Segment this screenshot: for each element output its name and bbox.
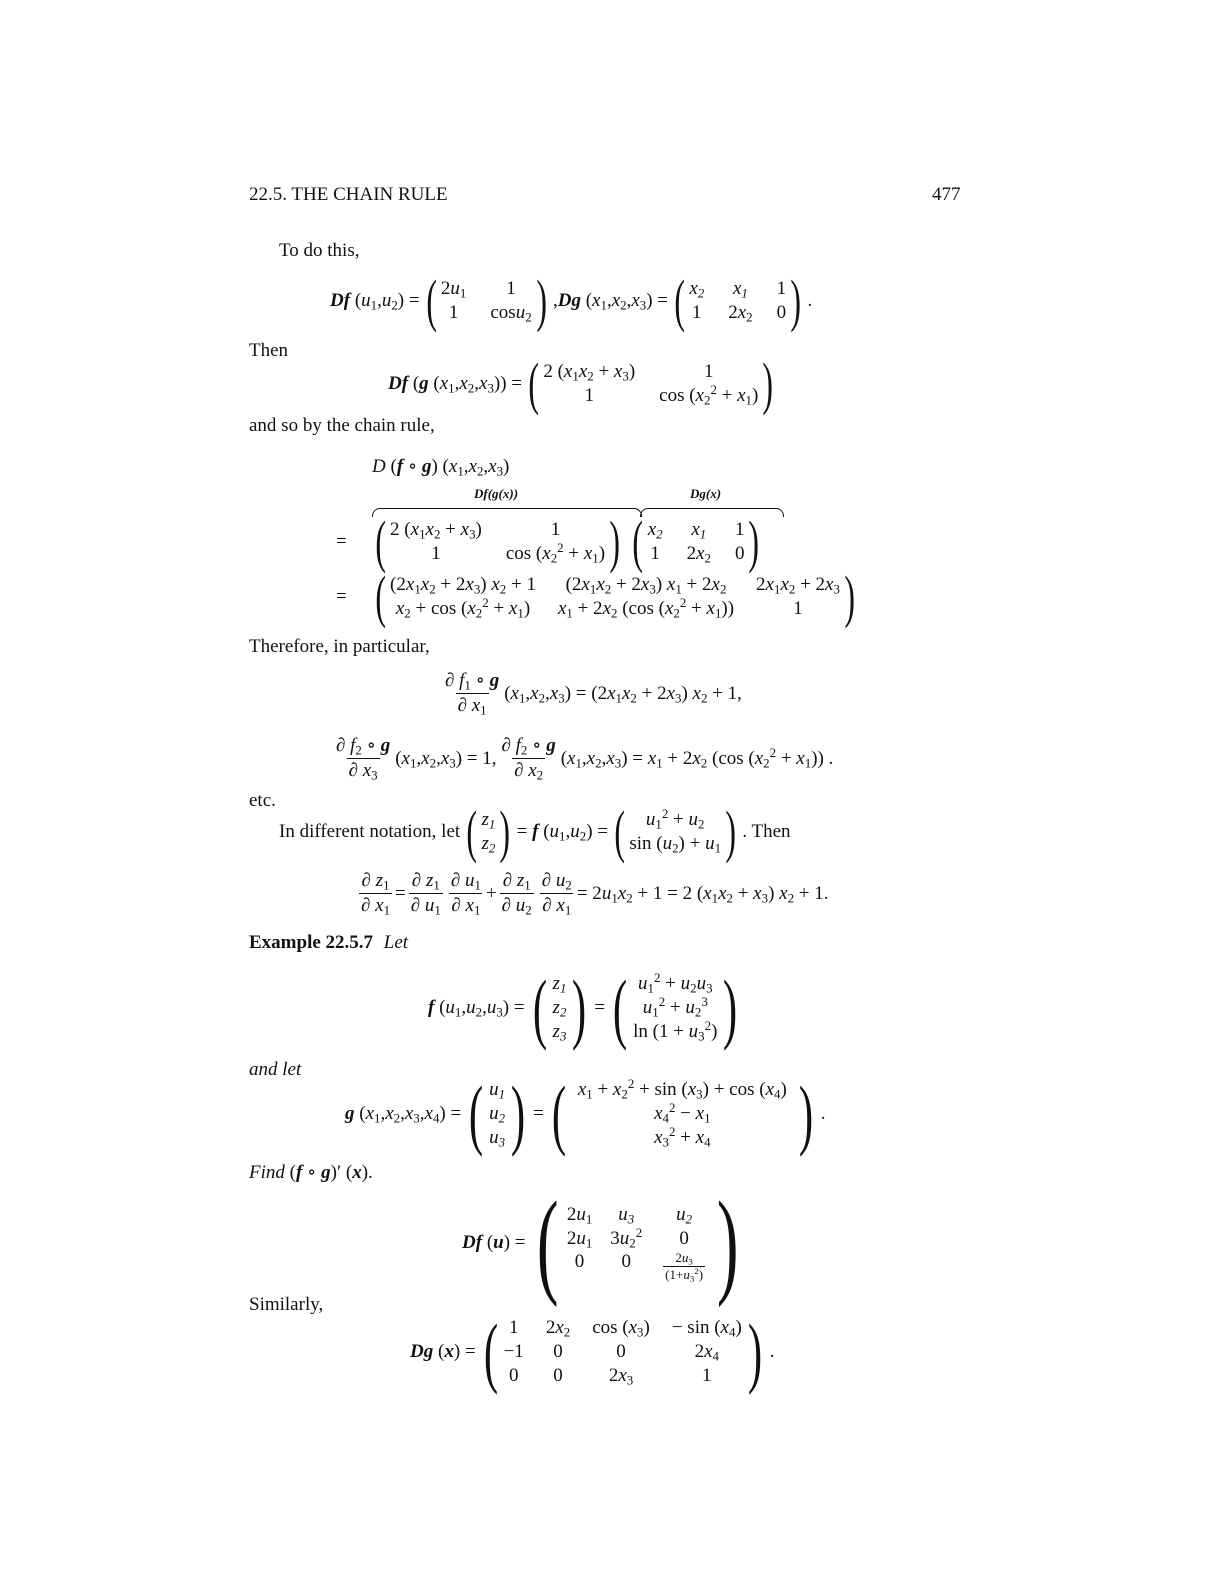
brace-label-dg: Dg(x) <box>690 486 722 501</box>
paragraph-then: Then <box>249 340 289 361</box>
equation-f-vector: f $(u_1,u_2,u_3)$ = ( $z_1$ $z_2$ $z_3$ ) = ( $u_1^2 + u_2u_3$ $u_1^2 + u_2^3$ $\ln (1 + u_3^2)$ ) <box>428 964 738 1051</box>
paragraph-and-let: and let <box>249 1059 302 1080</box>
brace-label-df: Df(g(x)) <box>474 486 519 501</box>
paragraph-etc: etc. <box>249 790 276 811</box>
equation-dz1-dx1: $\frac{\partial z_1}{\partial x_1}$ = $\frac{\partial z_1}{\partial u_1}$ $\frac{\partial u_1}{\partial x_1}$ + $\frac{\partial z_1}{\partial u_2}$ $\frac{\partial u_2}{\partial x_1}$ = $2u_1x_2 + 1 = 2$ $(x_1x_2 + x_3) x_2 + 1$. <box>361 870 829 918</box>
equation-df-u: Df (u) = ( $2u_1$ $u_3$ $u_2$ $2u_1$ $3u_2^2$ 0 0 0 $\frac{2u_3}{(1+u_3^2)}$ ) <box>462 1177 739 1308</box>
paragraph-to-do-this: To do this, <box>279 240 360 261</box>
equation-partial-f1: $\frac{\partial f_1 \circ g}{\partial x_1}$ $(x_1,x_2,x_3) = (2x_1x_2 + 2x_3) x_2 + 1$, <box>445 670 742 718</box>
equation-df-dg: Df $(u_1,u_2)$ = ( $2u_1$ 1 1 cosu$_2$ ) ,Dg $(x_1,x_2,x_3)$ = ( $x_2$ $x_1$ 1 1 $2x_2$ 0 ) . <box>330 268 813 333</box>
matrix-df: ( $2u_1$ 1 1 cosu$_2$ ) <box>425 268 547 333</box>
equation-product: = ( 2 $(x_1x_2 + x_3)$ 1 1 $\cos (x_2^2 + x_1)$ ) ( $x_2$ $x_1$ 1 1 $2x_2$ 0 ) <box>336 509 760 574</box>
equation-partial-f2: $\frac{\partial f_2 \circ g}{\partial x_3}$ $(x_1,x_2,x_3) = 1$, $\frac{\partial f_2 \circ g}{\partial x_2}$ $(x_1,x_2,x_3) = x_1 + 2x_2$ (cos $(x_2^2 + x_1)$) . <box>336 735 834 783</box>
paragraph-chain-rule: and so by the chain rule, <box>249 415 435 436</box>
running-header: 22.5. THE CHAIN RULE <box>249 184 448 205</box>
paragraph-similarly: Similarly, <box>249 1294 324 1315</box>
different-notation-text: In different notation, let <box>279 821 461 842</box>
equation-dg-x: Dg (x) = ( 1 $2x_2$ $\cos (x_3)$ − $\sin (x_4)$ −1 0 0 $2x_4$ 0 0 $2x_3$ 1 ) . <box>410 1308 775 1395</box>
example-heading <box>249 932 408 954</box>
equation-result-matrix: = ( $(2x_1x_2 + 2x_3) x_2 + 1$ $(2x_1x_2 + 2x_3) x_1 + 2x_2$ $2x_1x_2 + 2x_3$ $x_2 + \cos (x_2^2 + x_1)$ $x_1 + 2x_2$ (cos $(x_2^2 + x_1)$) 1 ) <box>336 564 855 629</box>
paragraph-find: Find (f ∘ g)′ (x). <box>249 1162 373 1183</box>
example-let: Let <box>383 932 409 953</box>
matrix-dg: ( $x_2$ $x_1$ 1 1 $2x_2$ 0 ) <box>674 268 802 333</box>
example-label: Example 22.5.7 <box>249 932 374 953</box>
find-text: Find <box>249 1162 285 1183</box>
equation-g-vector: g $(x_1,x_2,x_3,x_4)$ = ( $u_1$ $u_2$ $u_3$ ) = ( $x_1 + x_2^2 + \sin (x_3) + \cos (x_4)$ $x_4^2 - x_1$ $x_3^2 + x_4$ ) . <box>345 1070 826 1157</box>
paragraph-different-notation: In different notation, let ( $z_1$ $z_2$ ) = f $(u_1,u_2)$ = ( $u_1^2 + u_2$ $\sin (u_2) + u_1$ ) . Then <box>279 799 791 864</box>
equation-composite-lhs: D (f ∘ g) $(x_1,x_2,x_3)$ <box>372 456 510 479</box>
paragraph-therefore: Therefore, in particular, <box>249 636 430 657</box>
page-number: 477 <box>932 184 961 205</box>
equation-df-of-g: Df (g $(x_1,x_2,x_3)$) = ( 2 $(x_1x_2 + x_3)$ 1 1 $\cos (x_2^2 + x_1)$ ) <box>388 351 774 416</box>
then-text: . Then <box>742 821 791 842</box>
